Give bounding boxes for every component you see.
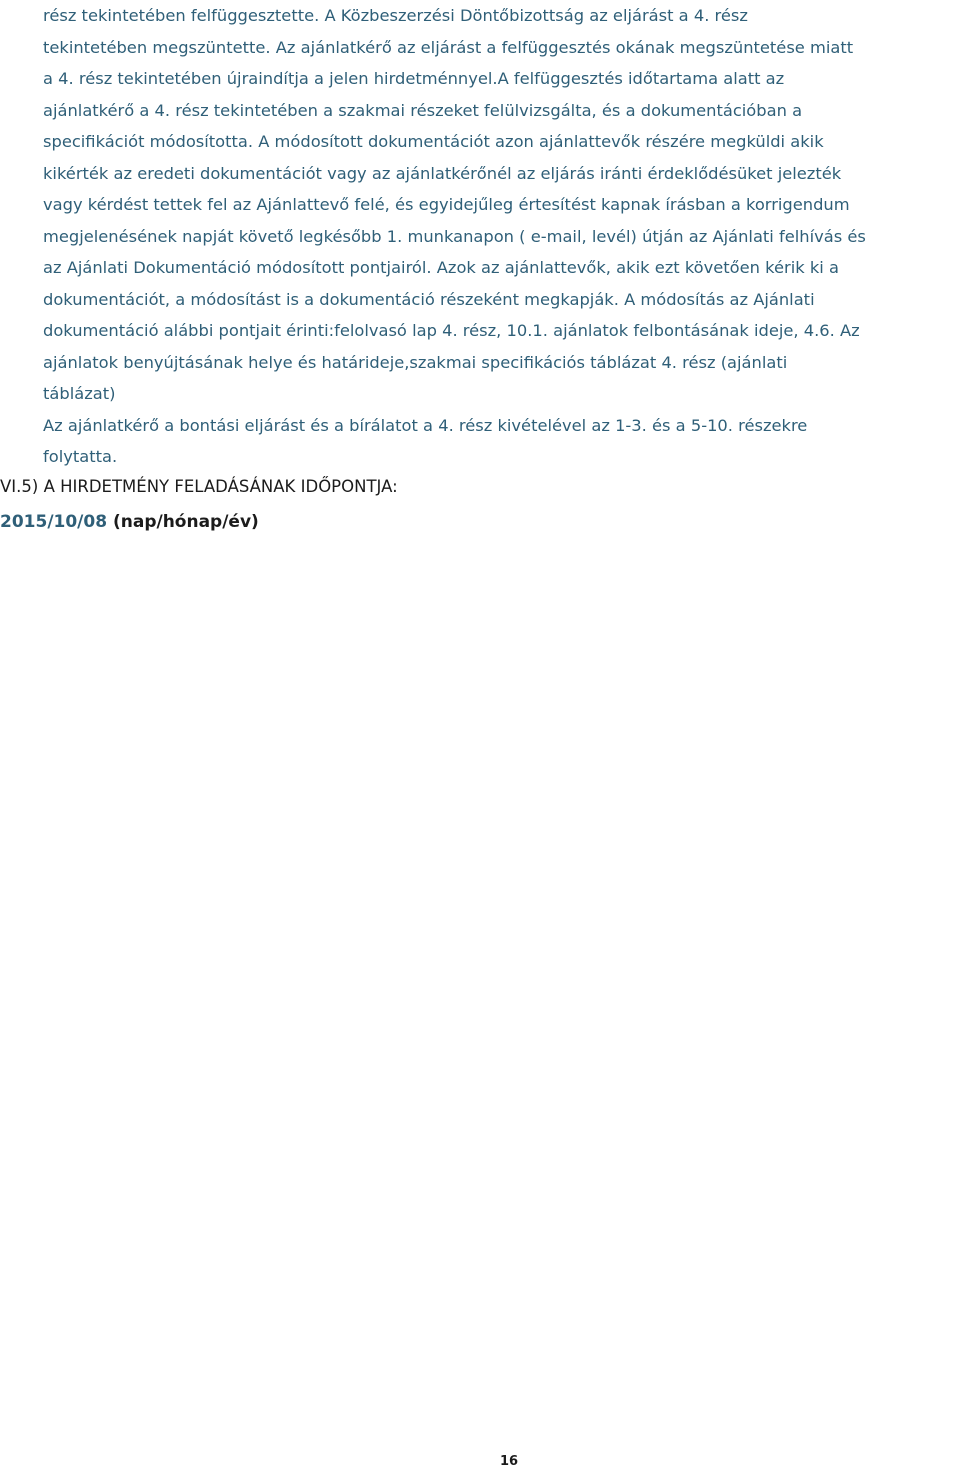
body-line: dokumentáció alábbi pontjait érinti:felolvasó lap 4. rész, 10.1. ajánlatok felbontásának ideje, 4.6. Az	[43, 321, 860, 340]
submission-date-line	[0, 507, 259, 537]
body-line: dokumentációt, a módosítást is a dokumentáció részeként megkapják. A módosítás az Ajánlati	[43, 289, 815, 309]
body-line: ajánlatkérő a 4. rész tekintetében a szakmai részeket felülvizsgálta, és a dokumentációban a	[43, 100, 803, 120]
date-format-hint: (nap/hónap/év)	[112, 512, 259, 532]
body-line: a 4. rész tekintetében újraindítja a jelen hirdetménnyel.A felfüggesztés időtartama alatt az	[43, 69, 785, 88]
body-line: ajánlatok benyújtásának helye és határideje,szakmai specifikációs táblázat 4. rész (ajánlati	[43, 352, 788, 372]
body-line: az Ajánlati Dokumentáció módosított pontjairól. Azok az ajánlattevők, akik ezt követően kérik ki a	[43, 258, 839, 277]
page-number: 16	[499, 1454, 519, 1469]
body-line: folytatta.	[43, 447, 118, 466]
body-line: megjelenésének napját követő legkésőbb 1. munkanapon ( e-mail, levél) útján az Ajánlati felhívás és	[43, 226, 866, 246]
submission-date-value: 2015/10/08	[0, 512, 108, 532]
body-line: vagy kérdést tettek fel az Ajánlattevő felé, és egyidejűleg értesítést kapnak írásban a korrigendum	[43, 195, 850, 214]
body-line: tekintetében megszüntette. Az ajánlatkérő az eljárást a felfüggesztés okának megszüntetése miatt	[43, 37, 854, 57]
body-line: Az ajánlatkérő a bontási eljárást és a bírálatot a 4. rész kivételével az 1-3. és a 5-10. részekre	[43, 415, 808, 435]
body-line: rész tekintetében felfüggesztette. A Közbeszerzési Döntőbizottság az eljárást a 4. rész	[43, 6, 748, 25]
body-line: specifikációt módosította. A módosított dokumentációt azon ajánlattevők részére megküldi akik	[43, 132, 824, 151]
section-heading: VI.5) A HIRDETMÉNY FELADÁSÁNAK IDŐPONTJA:	[0, 477, 398, 496]
body-line: táblázat)	[43, 384, 116, 403]
notice-body-text	[43, 0, 959, 473]
body-line: kikérték az eredeti dokumentációt vagy az ajánlatkérőnél az eljárás iránti érdeklődésüket jelezték	[43, 163, 842, 183]
